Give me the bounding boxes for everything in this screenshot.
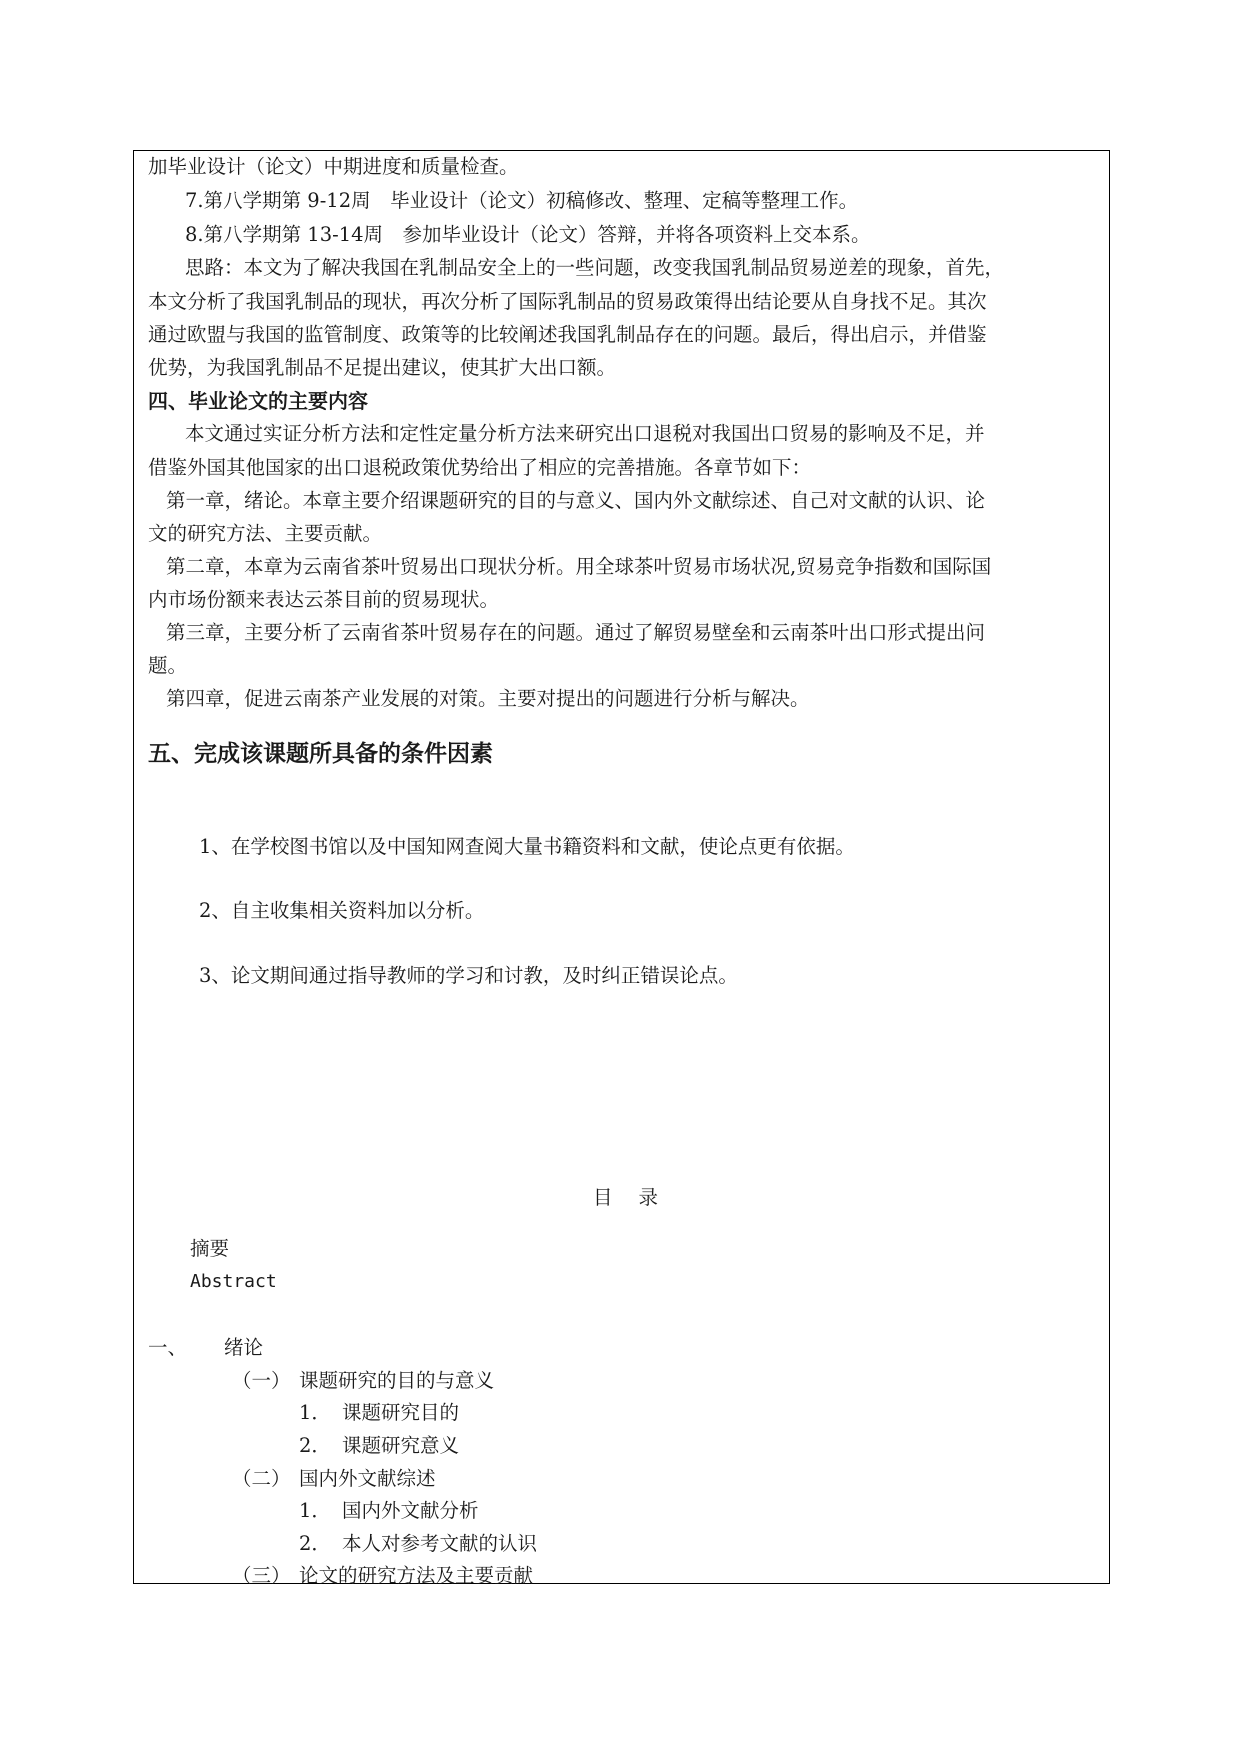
toc-section-title: 国内外文献综述 [299,1467,436,1490]
toc-section-number: （二） [232,1467,291,1490]
toc-section-number: （三） [232,1564,291,1587]
section-4-intro: 借鉴外国其他国家的出口退税政策优势给出了相应的完善措施。各章节如下： [148,456,812,479]
schedule-item-7: 7.第八学期第 9-12周 毕业设计（论文）初稿修改、整理、定稿等整理工作。 [185,189,859,212]
toc-title: 目录 [593,1186,685,1209]
thinking-line: 思路：本文为了解决我国在乳制品安全上的一些问题，改变我国乳制品贸易逆差的现象，首先， [185,256,1005,279]
toc-abstract-cn: 摘要 [190,1237,230,1260]
chapter-4-summary: 第四章，促进云南茶产业发展的对策。主要对提出的问题进行分析与解决。 [166,687,810,710]
condition-item: 2、自主收集相关资料加以分析。 [199,899,485,922]
section-4-heading: 四、毕业论文的主要内容 [148,389,368,413]
condition-item: 1、在学校图书馆以及中国知网查阅大量书籍资料和文献，使论点更有依据。 [199,835,855,858]
chapter-1-summary: 第一章，绪论。本章主要介绍课题研究的目的与意义、国内外文献综述、自己对文献的认识、论 [166,489,986,512]
toc-subsection-number: 1． [299,1499,331,1522]
condition-item: 3、论文期间通过指导教师的学习和讨教，及时纠正错误论点。 [199,964,738,987]
toc-subsection-title: 课题研究意义 [342,1434,460,1457]
toc-section-title: 课题研究的目的与意义 [299,1369,495,1392]
toc-chapter-title: 绪论 [224,1336,264,1359]
chapter-2-summary: 第二章，本章为云南省茶叶贸易出口现状分析。用全球茶叶贸易市场状况,贸易竞争指数和国际国 [166,555,992,578]
chapter-3-summary: 第三章，主要分析了云南省茶叶贸易存在的问题。通过了解贸易壁垒和云南茶叶出口形式提出问 [166,621,986,644]
toc-subsection-number: 1． [299,1401,331,1424]
thinking-line: 通过欧盟与我国的监管制度、政策等的比较阐述我国乳制品存在的问题。最后，得出启示，并借鉴 [148,323,987,346]
schedule-item-8: 8.第八学期第 13-14周 参加毕业设计（论文）答辩，并将各项资料上交本系。 [185,223,871,246]
toc-subsection-number: 2． [299,1434,331,1457]
toc-chapter-number: 一、 [148,1336,188,1359]
toc-subsection-title: 本人对参考文献的认识 [342,1532,538,1555]
toc-subsection-title: 国内外文献分析 [342,1499,479,1522]
toc-subsection-title: 课题研究目的 [342,1401,460,1424]
chapter-3-summary: 题。 [148,654,188,677]
toc-section-number: （一） [232,1369,291,1392]
thinking-line: 优势，为我国乳制品不足提出建议，使其扩大出口额。 [148,356,617,379]
section-4-intro: 本文通过实证分析方法和定性定量分析方法来研究出口退税对我国出口贸易的影响及不足，并 [185,422,985,445]
toc-subsection-number: 2． [299,1532,331,1555]
thinking-line: 本文分析了我国乳制品的现状，再次分析了国际乳制品的贸易政策得出结论要从自身找不足。其次 [148,290,987,313]
toc-section-title: 论文的研究方法及主要贡献 [299,1564,534,1587]
chapter-2-summary: 内市场份额来表达云茶目前的贸易现状。 [148,588,500,611]
chapter-1-summary: 文的研究方法、主要贡献。 [148,522,383,545]
toc-abstract-en: Abstract [190,1271,277,1292]
paragraph-line: 加毕业设计（论文）中期进度和质量检查。 [148,155,519,178]
section-5-heading: 五、完成该课题所具备的条件因素 [148,740,493,767]
